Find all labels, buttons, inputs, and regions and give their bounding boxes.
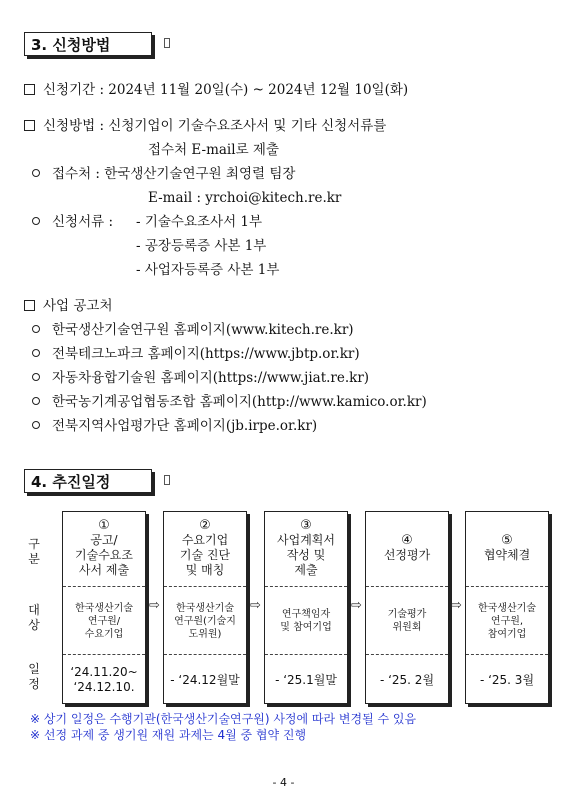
application-method: 신청방법 : 신청기업이 기술수요조사서 및 기타 신청서류를: [24, 117, 386, 135]
stage-4: [365, 511, 449, 704]
arrow-right-icon: ⇨: [250, 598, 261, 613]
checkbox-square-icon: [24, 300, 35, 311]
bullet-circle-icon: [32, 421, 40, 429]
doc-item: - 기술수요조사서 1부: [136, 214, 263, 230]
doc-item: - 공장등록증 사본 1부: [136, 238, 267, 254]
stage-2: [163, 511, 247, 704]
bullet-circle-icon: [32, 373, 40, 381]
stage-schedule: - ‘25. 2월: [366, 654, 448, 705]
stage-target: 기술평가 위원회: [366, 586, 448, 655]
stage-5: [465, 511, 549, 704]
notice-item: 전북지역사업평가단 홈페이지(jb.irpe.or.kr): [32, 417, 317, 435]
doc-item: - 사업자등록증 사본 1부: [136, 262, 280, 278]
stage-target: 한국생산기술 연구원, 참여기업: [466, 586, 548, 655]
row-head-stage: 구 분: [28, 537, 40, 566]
stage-title: ② 수요기업 기술 진단 및 매칭: [179, 518, 231, 577]
section-4-header: [24, 469, 182, 497]
notice-item: 한국농기계공업협동조합 홈페이지(http://www.kamico.or.kr): [32, 393, 427, 411]
bullet-circle-icon: [32, 325, 40, 333]
notice-item: 한국생산기술연구원 홈페이지(www.kitech.re.kr): [32, 321, 354, 339]
section-3-header: [24, 32, 182, 60]
stage-schedule: - ‘24.12월말: [164, 654, 246, 705]
receiver-email: E-mail : yrchoi@kitech.re.kr: [148, 190, 342, 206]
bullet-circle-icon: [32, 397, 40, 405]
section-3-title: 3. 신청방법: [24, 32, 152, 56]
stage-title: ⑤ 협약체결: [483, 533, 531, 562]
stage-title: ① 공고/ 기술수요조 사서 제출: [75, 518, 133, 577]
arrow-right-icon: ⇨: [351, 598, 362, 613]
stage-1: [62, 511, 146, 704]
bullet-circle-icon: [32, 349, 40, 357]
receiver: 접수처 : 한국생산기술연구원 최영렬 팀장: [32, 165, 295, 183]
stage-target: 한국생산기술 연구원/ 수요기업: [63, 586, 145, 655]
stage-3: [264, 511, 348, 704]
notice-title: 사업 공고처: [24, 297, 113, 315]
header-marker-icon: [164, 38, 170, 48]
notice-item: 자동차융합기술원 홈페이지(https://www.jiat.re.kr): [32, 369, 369, 387]
bullet-circle-icon: [32, 169, 40, 177]
stage-target: 한국생산기술 연구원(기술지 도위원): [164, 586, 246, 655]
stage-target: 연구책임자 및 참여기업: [265, 586, 347, 655]
row-head-target: 대 상: [28, 603, 40, 632]
stage-title: ③ 사업계획서 작성 및 제출: [277, 518, 335, 577]
docs-label: 신청서류 :: [32, 213, 113, 231]
application-method-cont: 접수처 E-mail로 제출: [148, 142, 279, 158]
schedule-note: ※ 선정 과제 중 생기원 재원 과제는 4월 중 협약 진행: [30, 728, 307, 742]
checkbox-square-icon: [24, 84, 35, 95]
row-head-schedule: 일 정: [28, 662, 40, 691]
bullet-circle-icon: [32, 217, 40, 225]
page-number: - 4 -: [272, 776, 295, 789]
arrow-right-icon: ⇨: [451, 598, 462, 613]
stage-schedule: - ‘25.1월말: [265, 654, 347, 705]
stage-schedule: ‘24.11.20~ ‘24.12.10.: [63, 654, 145, 705]
schedule-note: ※ 상기 일정은 수행기관(한국생산기술연구원) 사정에 따라 변경될 수 있음: [30, 712, 417, 726]
application-period: 신청기간 : 2024년 11월 20일(수) ~ 2024년 12월 10일(화): [24, 81, 408, 99]
section-4-title: 4. 추진일정: [24, 469, 152, 493]
header-marker-icon: [164, 475, 170, 485]
stage-title: ④ 선정평가: [383, 533, 431, 562]
checkbox-square-icon: [24, 120, 35, 131]
notice-item: 전북테크노파크 홈페이지(https://www.jbtp.or.kr): [32, 345, 360, 363]
stage-schedule: - ‘25. 3월: [466, 654, 548, 705]
arrow-right-icon: ⇨: [149, 598, 160, 613]
